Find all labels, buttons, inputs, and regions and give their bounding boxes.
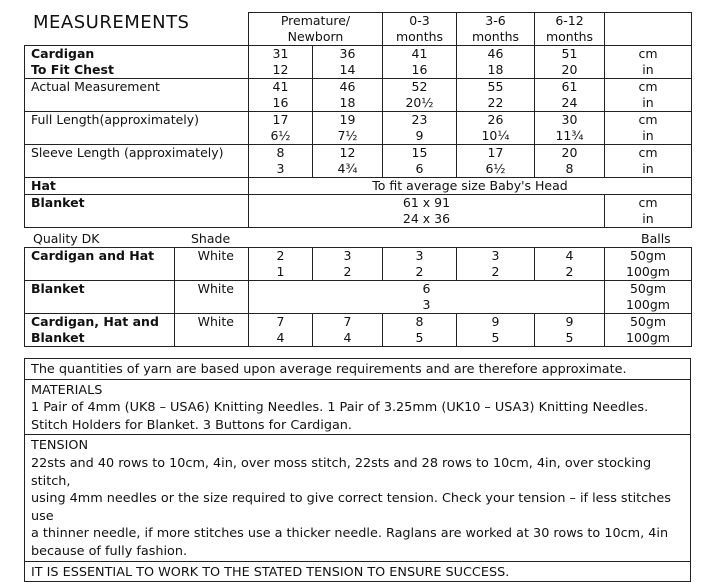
- tension-row: [25, 435, 691, 561]
- measurement-units: cm in: [605, 112, 692, 145]
- size-header-3-6: 3-6 months: [457, 13, 535, 46]
- tension-heading: TENSION: [31, 438, 89, 454]
- measurement-value: 15 6: [383, 145, 457, 178]
- size-header-0-3: 0-3 months: [383, 13, 457, 46]
- measurement-value: 23 9: [383, 112, 457, 145]
- yarn-row: [25, 281, 692, 314]
- measurement-value: 26 10¼: [457, 112, 535, 145]
- yarn-amount: 7 4: [313, 314, 383, 347]
- measurement-value: 46 18: [313, 79, 383, 112]
- hat-text: To fit average size Baby's Head: [249, 178, 692, 195]
- measurement-label: Sleeve Length (approximately): [25, 145, 249, 178]
- measurement-label: Cardigan To Fit Chest: [25, 46, 249, 79]
- materials-row: [25, 379, 691, 435]
- measurement-value: 51 20: [535, 46, 605, 79]
- measurement-row: [25, 46, 692, 79]
- yarn-label: Blanket: [25, 281, 175, 314]
- balls-label: Balls: [641, 231, 671, 246]
- size-header-premature: Premature/ Newborn: [249, 13, 383, 46]
- measurement-value: 17 6½: [457, 145, 535, 178]
- yarn-units: 50gm 100gm: [605, 314, 692, 347]
- yarn-shade: White: [175, 281, 249, 314]
- measurement-units: cm in: [605, 145, 692, 178]
- measurement-value: 30 11¾: [535, 112, 605, 145]
- yarn-table: [24, 247, 692, 347]
- measurement-value: 41 16: [383, 46, 457, 79]
- yarn-row: [25, 314, 692, 347]
- notes-table: [24, 358, 691, 582]
- measurement-value: 12 4¾: [313, 145, 383, 178]
- yarn-units: 50gm 100gm: [605, 248, 692, 281]
- measurement-units: cm in: [605, 79, 692, 112]
- measurement-units: cm in: [605, 46, 692, 79]
- measurement-row: [25, 79, 692, 112]
- measurement-value: 19 7½: [313, 112, 383, 145]
- measurement-value: 36 14: [313, 46, 383, 79]
- shade-label: Shade: [191, 231, 231, 246]
- hat-row: [25, 178, 692, 195]
- blanket-units: cm in: [605, 195, 692, 228]
- blanket-size: 61 x 91 24 x 36: [249, 195, 605, 228]
- yarn-amount: 8 5: [383, 314, 457, 347]
- yarn-shade: White: [175, 248, 249, 281]
- yarn-amount: 3 2: [383, 248, 457, 281]
- measurement-value: 41 16: [249, 79, 313, 112]
- yarn-amount: 2 1: [249, 248, 313, 281]
- blanket-label: Blanket: [25, 195, 249, 228]
- yarn-row: [25, 248, 692, 281]
- yarn-amount: 9 5: [457, 314, 535, 347]
- yarn-amount: 7 4: [249, 314, 313, 347]
- measurement-value: 55 22: [457, 79, 535, 112]
- essential-note: IT IS ESSENTIAL TO WORK TO THE STATED TENSION TO ENSURE SUCCESS.: [25, 561, 691, 582]
- quantities-note: The quantities of yarn are based upon average requirements and are therefore approximate.: [25, 359, 691, 380]
- materials-section: MATERIALS 1 Pair of 4mm (UK8 – USA6) Knitting Needles. 1 Pair of 3.25mm (UK10 – USA3) Knitting Needles. Stitch Holders for Blanket. 3 Buttons for Cardigan.: [25, 379, 691, 435]
- materials-heading: MATERIALS: [31, 382, 103, 398]
- size-header-6-12: 6-12 months: [535, 13, 605, 46]
- measurement-label: Actual Measurement: [25, 79, 249, 112]
- measurement-row: [25, 112, 692, 145]
- yarn-amount: 3 2: [313, 248, 383, 281]
- yarn-amount: 3 2: [457, 248, 535, 281]
- page-title: MEASUREMENTS: [33, 12, 190, 33]
- measurement-value: 61 24: [535, 79, 605, 112]
- measurement-row: [25, 145, 692, 178]
- yarn-label: Cardigan, Hat and Blanket: [25, 314, 175, 347]
- measurement-value: 17 6½: [249, 112, 313, 145]
- tension-section: TENSION 22sts and 40 rows to 10cm, 4in, over moss stitch, 22sts and 28 rows to 10cm, 4in, over stocking stitch, using 4mm needles or the size required to give correct tension. Check your tension – if less stitches use a thinner needle, if more stitches use a thicker needle. Raglans are worked at 30 rows to 10cm, 4in because of fully fashion.: [25, 435, 691, 561]
- quality-label: Quality DK: [33, 231, 100, 246]
- measurement-value: 8 3: [249, 145, 313, 178]
- yarn-amount: 6 3: [249, 281, 605, 314]
- size-header-row: [25, 13, 692, 46]
- blanket-size-row: [25, 195, 692, 228]
- quality-header: [30, 231, 690, 247]
- measurement-value: 46 18: [457, 46, 535, 79]
- yarn-label: Cardigan and Hat: [25, 248, 175, 281]
- measurement-value: 20 8: [535, 145, 605, 178]
- yarn-units: 50gm 100gm: [605, 281, 692, 314]
- measurement-label: Full Length(approximately): [25, 112, 249, 145]
- notes-quantities-row: [25, 359, 691, 380]
- yarn-shade: White: [175, 314, 249, 347]
- measurements-table: [24, 12, 692, 228]
- yarn-amount: 4 2: [535, 248, 605, 281]
- yarn-amount: 9 5: [535, 314, 605, 347]
- hat-label: Hat: [25, 178, 249, 195]
- measurement-value: 31 12: [249, 46, 313, 79]
- measurement-value: 52 20½: [383, 79, 457, 112]
- essential-row: [25, 561, 691, 582]
